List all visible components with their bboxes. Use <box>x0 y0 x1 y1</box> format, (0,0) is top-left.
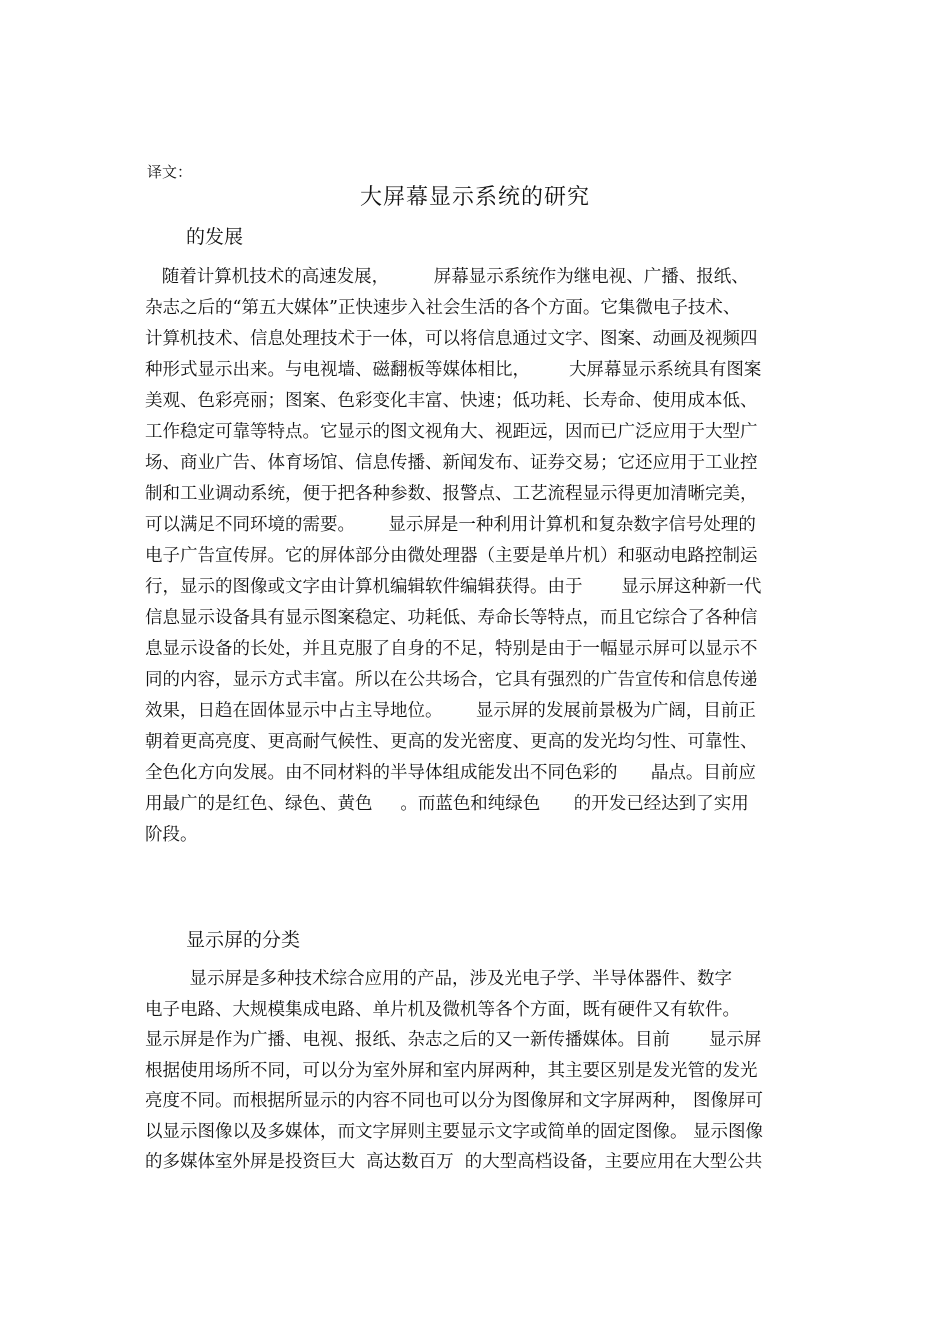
text-line: 计算机技术、信息处理技术于一体，可以将信息通过文字、图案、动画及视频四 <box>145 329 758 349</box>
text-line: 美观、色彩亮丽；图案、色彩变化丰富、快速；低功耗、长寿命、使用成本低、 <box>145 391 758 411</box>
section-heading-classification: 显示屏的分类 <box>186 929 301 951</box>
section-body-classification <box>145 964 815 1178</box>
text-line: 可以满足不同环境的需要。 显示屏是一种利用计算机和复杂数字信号处理的 <box>145 515 756 535</box>
text-line: 种形式显示出来。与电视墙、磁翻板等媒体相比， 大屏幕显示系统具有图案 <box>145 360 762 380</box>
text-line: 行，显示的图像或文字由计算机编辑软件编辑获得。由于 显示屏这种新一代 <box>145 577 762 597</box>
text-line: 全色化方向发展。由不同材料的半导体组成能发出不同色彩的 晶点。目前应 <box>145 763 756 783</box>
text-line: 电子电路、大规模集成电路、单片机及微机等各个方面，既有硬件又有软件。 <box>145 999 740 1020</box>
text-line: 阶段。 <box>145 825 198 845</box>
text-line: 信息显示设备具有显示图案稳定、功耗低、寿命长等特点，而且它综合了各种信 <box>145 608 758 628</box>
text-line: 亮度不同。而根据所显示的内容不同也可以分为图像屏和文字屏两种， 图像屏可 <box>145 1091 764 1111</box>
text-line: 息显示设备的长处，并且克服了自身的不足，特别是由于一幅显示屏可以显示不 <box>145 639 758 659</box>
section-body-development <box>145 262 815 851</box>
text-line: 用最广的是红色、绿色、黄色 。而蓝色和纯绿色 的开发已经达到了实用 <box>145 794 749 814</box>
text-line: 电子广告宣传屏。它的屏体部分由微处理器（主要是单片机）和驱动电路控制运 <box>145 546 758 566</box>
text-line: 场、商业广告、体育场馆、信息传播、新闻发布、证券交易；它还应用于工业控 <box>145 453 758 473</box>
translation-label: 译文： <box>147 163 193 181</box>
text-line: 工作稳定可靠等特点。它显示的图文视角大、视距远，因而已广泛应用于大型广 <box>145 422 758 442</box>
text-line: 显示屏是作为广播、电视、报纸、杂志之后的又一新传播媒体。目前 显示屏 <box>145 1030 762 1050</box>
text-line: 显示屏是多种技术综合应用的产品，涉及光电子学、半导体器件、数字 <box>145 969 732 989</box>
text-line: 朝着更高亮度、更高耐气候性、更高的发光密度、更高的发光均匀性、可靠性、 <box>145 732 758 752</box>
text-line: 同的内容，显示方式丰富。所以在公共场合，它具有强烈的广告宣传和信息传递 <box>145 670 758 690</box>
text-line: 根据使用场所不同，可以分为室外屏和室内屏两种，其主要区别是发光管的发光 <box>145 1060 758 1081</box>
section-heading-development: 的发展 <box>186 226 244 248</box>
document-title: 大屏幕显示系统的研究 <box>359 185 590 210</box>
text-line: 效果，日趋在固体显示中占主导地位。 显示屏的发展前景极为广阔，目前正 <box>145 701 756 721</box>
text-line: 随着计算机技术的高速发展， 屏幕显示系统作为继电视、广播、报纸、 <box>145 267 749 287</box>
text-line: 杂志之后的“第五大媒体”正快速步入社会生活的各个方面。它集微电子技术、 <box>145 298 741 318</box>
text-line: 制和工业调动系统，便于把各种参数、报警点、工艺流程显示得更加清晰完美， <box>145 484 758 504</box>
text-line: 以显示图像以及多媒体，而文字屏则主要显示文字或简单的固定图像。 显示图像 <box>145 1121 764 1142</box>
text-line: 的多媒体室外屏是投资巨大 高达数百万 的大型高档设备，主要应用在大型公共 <box>145 1152 763 1172</box>
